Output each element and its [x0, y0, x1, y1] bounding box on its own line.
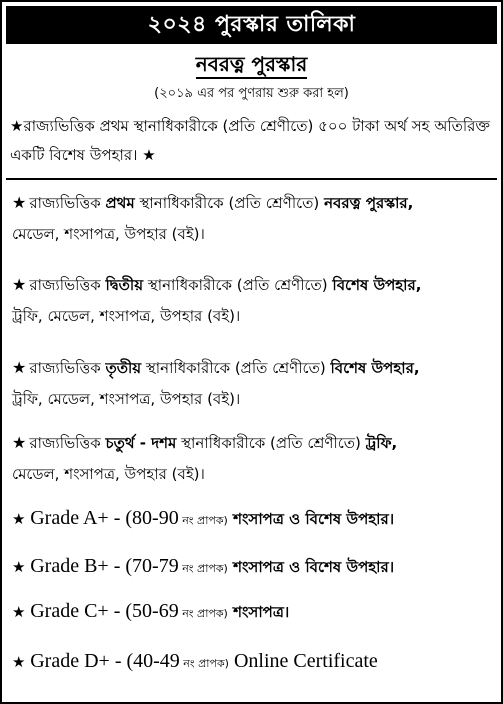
- grade-reward: Online Certificate: [228, 650, 378, 672]
- item-reward: বিশেষ উপহার,: [330, 359, 420, 377]
- list-item: [12, 427, 496, 490]
- item-rank: তৃতীয়: [105, 359, 142, 377]
- grade-rank: নং প্রাপক): [179, 657, 229, 670]
- star-icon: ★: [12, 603, 26, 621]
- item-text: স্থানাধিকারীকে (প্রতি শ্রেণীতে): [134, 194, 325, 212]
- star-icon: ★: [12, 558, 26, 576]
- item-text: স্থানাধিকারীকে (প্রতি শ্রেণীতে): [143, 276, 333, 294]
- grade-label: Grade A+ - (80-90: [30, 507, 179, 529]
- list-item: [12, 352, 496, 415]
- item-text-line2: মেডেল, শংসাপত্র, উপহার (বই)।: [12, 225, 205, 243]
- grade-reward: শংসাপত্র ও বিশেষ উপহার।: [227, 510, 395, 528]
- item-text-line2: মেডেল, শংসাপত্র, উপহার (বই)।: [12, 465, 205, 483]
- star-icon: ★: [12, 193, 27, 212]
- star-icon: ★: [12, 358, 27, 377]
- item-reward: বিশেষ উপহার,: [332, 276, 422, 294]
- item-text: রাজ্যভিত্তিক: [29, 434, 106, 452]
- grade-label: Grade B+ - (70-79: [30, 555, 179, 577]
- star-icon: ★: [12, 510, 26, 528]
- restart-note: (২০১৯ এর পর পুণরায় শুরু করা হল): [154, 86, 349, 101]
- grade-row: [12, 504, 502, 535]
- grade-rank: নং প্রাপক): [178, 607, 228, 620]
- star-icon: ★: [10, 117, 24, 135]
- star-icon: ★: [12, 433, 27, 452]
- star-icon: ★: [142, 146, 156, 164]
- grade-row: [12, 647, 502, 678]
- grade-row: [12, 552, 502, 583]
- grade-row: [12, 597, 502, 628]
- grade-label: Grade D+ - (40-49: [30, 650, 180, 672]
- page-title: ২০২৪ পুরস্কার তালিকা: [6, 6, 497, 44]
- item-reward: নবরত্ন পুরস্কার,: [324, 194, 414, 212]
- intro-text: রাজ্যভিত্তিক প্রথম স্থানাধিকারীকে (প্রতি শ্রেণীতে) ৫০০ টাকা অর্থ সহ অতিরিক্ত একটি বিশেষ উপহার।: [10, 117, 490, 164]
- grade-reward: শংসাপত্র ও বিশেষ উপহার।: [227, 558, 395, 576]
- list-item: [12, 269, 496, 332]
- item-text: রাজ্যভিত্তিক: [29, 194, 106, 212]
- item-rank: দ্বিতীয়: [105, 276, 144, 294]
- item-text-line2: ট্রফি, মেডেল, শংসাপত্র, উপহার (বই)।: [12, 307, 241, 325]
- award-name-text: নবরত্ন পুরস্কার: [196, 52, 308, 79]
- award-name-heading: [2, 50, 501, 78]
- item-text: রাজ্যভিত্তিক: [29, 359, 106, 377]
- item-reward: ট্রফি,: [365, 434, 398, 452]
- star-icon: ★: [12, 653, 26, 671]
- grade-reward: শংসাপত্র।: [227, 603, 290, 621]
- item-rank: প্রথম: [105, 194, 135, 212]
- item-text: স্থানাধিকারীকে (প্রতি শ্রেণীতে): [141, 359, 331, 377]
- list-item: [12, 187, 496, 250]
- item-rank: চতুর্থ - দশম: [105, 434, 177, 452]
- intro-paragraph: [10, 112, 495, 170]
- item-text: রাজ্যভিত্তিক: [29, 276, 106, 294]
- grade-label: Grade C+ - (50-69: [30, 600, 179, 622]
- grade-rank: নং প্রাপক): [178, 514, 228, 527]
- item-text: স্থানাধিকারীকে (প্রতি শ্রেণীতে): [176, 434, 366, 452]
- section-divider: [6, 178, 497, 180]
- item-text-line2: ট্রফি, মেডেল, শংসাপত্র, উপহার (বই)।: [12, 390, 241, 408]
- star-icon: ★: [12, 275, 27, 294]
- grade-rank: নং প্রাপক): [178, 562, 228, 575]
